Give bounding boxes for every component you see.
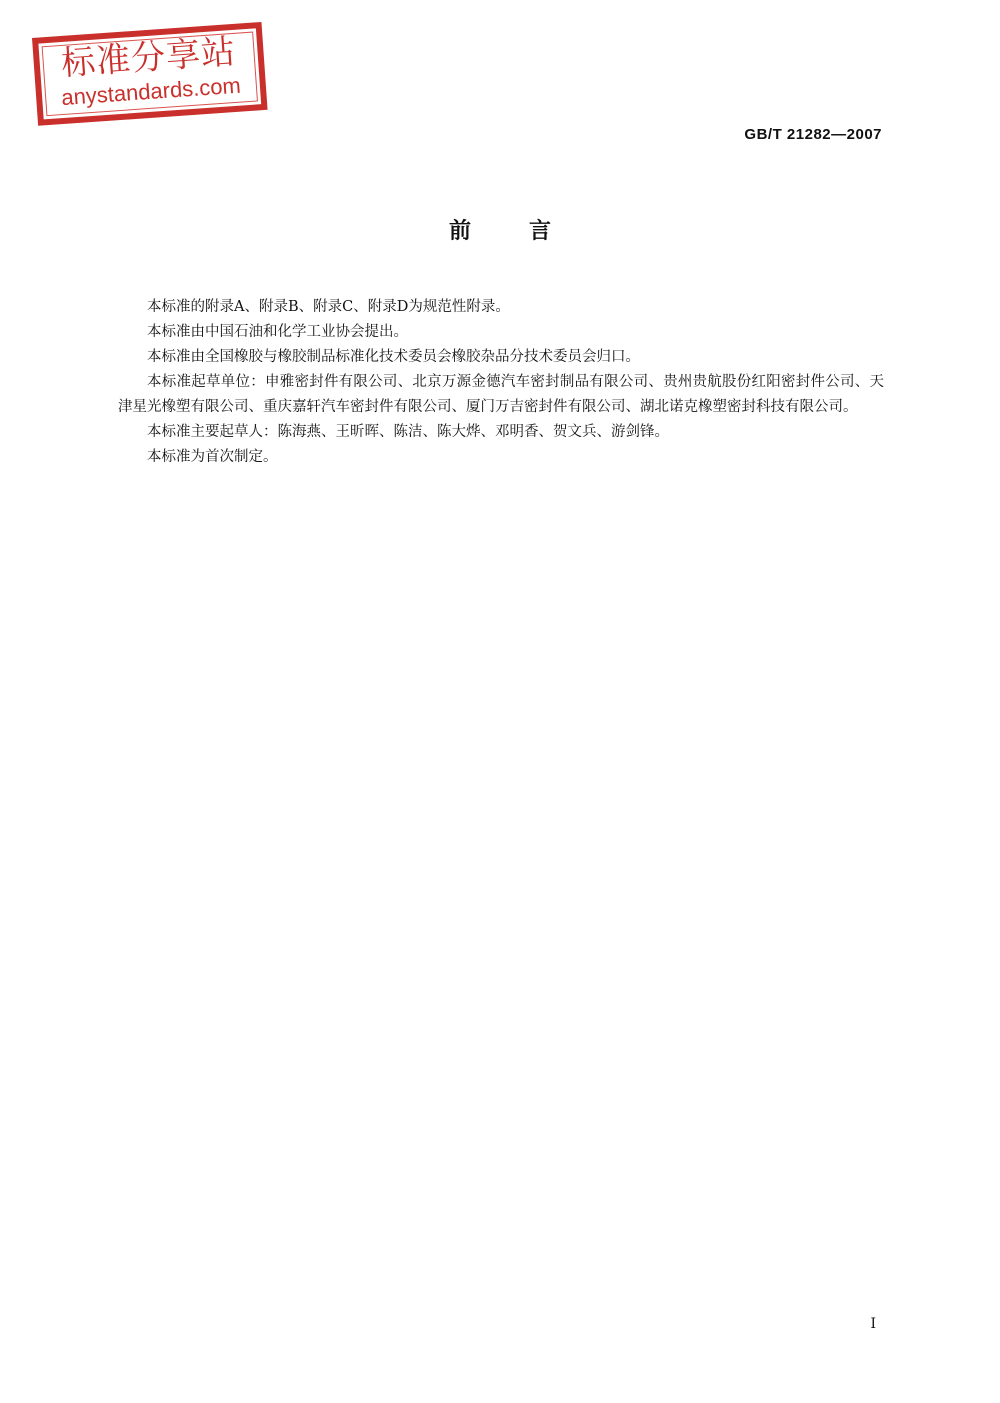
paragraph-annex: 本标准的附录A、附录B、附录C、附录D为规范性附录。 bbox=[147, 299, 510, 315]
paragraph-first-edition: 本标准为首次制定。 bbox=[147, 449, 278, 465]
stamp-chinese-text: 标准分享站 bbox=[59, 31, 238, 84]
page-number: I bbox=[870, 1316, 876, 1332]
stamp-url-text: anystandards.com bbox=[60, 72, 242, 111]
paragraph-drafting-units: 本标准起草单位：申雅密封件有限公司、北京万源金德汽车密封制品有限公司、贵州贵航股份红阳密封件公司、天津星光橡塑有限公司、重庆嘉轩汽车密封件有限公司、厦门万吉密封件有限公司、湖北诺克橡塑密封科技有限公司。 bbox=[118, 374, 884, 415]
page-title: 前言 bbox=[448, 218, 609, 244]
foreword-body bbox=[118, 295, 884, 470]
paragraph-committee: 本标准由全国橡胶与橡胶制品标准化技术委员会橡胶杂品分技术委员会归口。 bbox=[147, 349, 640, 365]
watermark-stamp bbox=[32, 22, 268, 126]
paragraph-drafters: 本标准主要起草人：陈海燕、王昕晖、陈洁、陈大烨、邓明香、贺文兵、游剑锋。 bbox=[147, 424, 669, 440]
paragraph-proposer: 本标准由中国石油和化学工业协会提出。 bbox=[147, 324, 408, 340]
standard-code: GB/T 21282—2007 bbox=[744, 126, 882, 143]
